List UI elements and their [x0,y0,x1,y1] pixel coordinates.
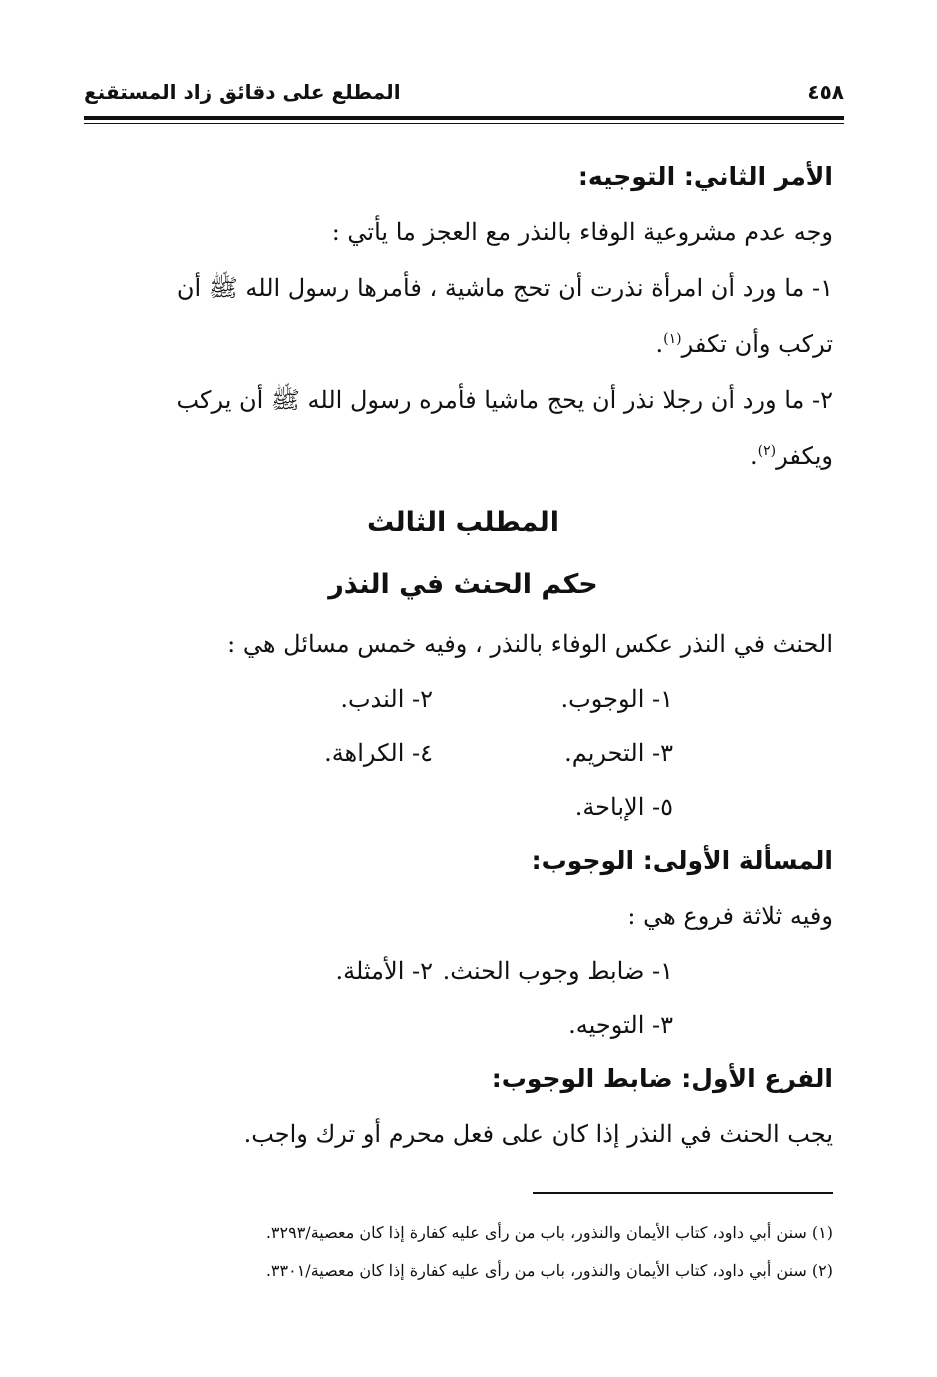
section-heading-tawjih: الأمر الثاني: التوجيه: [577,162,833,191]
section-subtitle: حكم الحنث في النذر [328,569,598,600]
section-heading-far: الفرع الأول: ضابط الوجوب: [491,1064,833,1093]
list-row [93,998,833,1052]
list-row [93,780,833,834]
page-number: ٤٥٨ [807,80,844,104]
list-item [673,672,833,726]
list-item [673,998,833,1052]
paragraph-hinth-intro: الحنث في النذر عكس الوفاء بالنذر ، وفيه خمس مسائل هي : [227,630,833,658]
list-item-2-text: ويكفر [776,442,833,470]
footnote-divider [533,1192,833,1194]
paragraph-furu-intro: وفيه ثلاثة فروع هي : [627,902,833,930]
list-item: ٣- التحريم. [564,739,673,767]
paragraph-intro: وجه عدم مشروعية الوفاء بالنذر مع العجز ما يأتي : [331,218,833,246]
list-item-2-line-1: ٢- ما ورد أن رجلا نذر أن يحج ماشيا فأمره رسول الله ﷺ أن يركب [176,386,833,414]
list-item: ٣- التوجيه. [568,1011,673,1039]
list-item-1-line-1: ١- ما ورد أن امرأة نذرت أن تحج ماشية ، فأمرها رسول الله ﷺ أن [176,274,833,302]
footnote-1: (١) سنن أبي داود، كتاب الأيمان والنذور، باب من رأى عليه كفارة إذا كان معصية/٣٢٩٣. [265,1223,833,1242]
list-item [673,944,833,998]
section-title: المطلب الثالث [366,507,560,538]
page-header [84,72,844,112]
paragraph-dabit: يجب الحنث في النذر إذا كان على فعل محرم أو ترك واجب. [243,1120,833,1148]
list-item: ٢- الأمثلة. [335,957,433,985]
list-item: ٤- الكراهة. [324,739,433,767]
header-rule-thin [84,123,844,124]
list-item [673,726,833,780]
running-title: المطلع على دقائق زاد المستقنع [84,80,401,104]
footnote-2: (٢) سنن أبي داود، كتاب الأيمان والنذور، باب من رأى عليه كفارة إذا كان معصية/٣٣٠١. [265,1261,833,1280]
list-item: ٢- الندب. [340,685,433,713]
list-row [93,944,833,998]
list-item: ٥- الإباحة. [574,793,673,821]
footnote-ref-1: (١) [663,331,682,347]
list-item [673,780,833,834]
list-item-1-text: تركب وأن تكفر [681,330,833,358]
list-item-2-line-2: ويكفر$^{(٢)}$. [749,442,833,470]
footnote-ref-2: (٢) [757,443,777,459]
page-body [93,150,833,1162]
list-item-1-line-2: تركب وأن تكفر$^{(١)}$. [655,330,833,358]
list-row [93,726,833,780]
section-heading-masala: المسألة الأولى: الوجوب: [531,846,833,875]
header-rule-thick [84,116,844,120]
footnotes [93,1214,833,1290]
list-row [93,672,833,726]
list-item: ١- الوجوب. [560,685,673,713]
list-item: ١- ضابط وجوب الحنث. [442,957,673,985]
